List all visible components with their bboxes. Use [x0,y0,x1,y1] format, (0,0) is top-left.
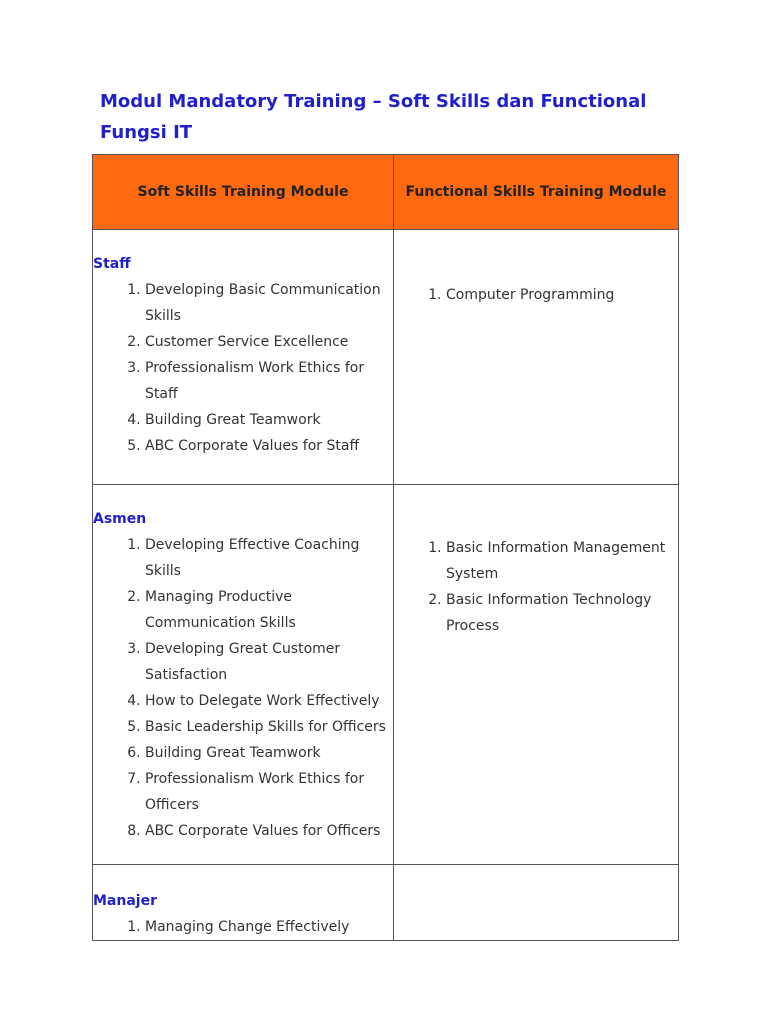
list-item: 2. Managing Productive Communication Skills [145,584,393,636]
staff-soft-skills-cell [93,230,394,485]
table-row [93,230,679,485]
asmen-soft-skills-list [93,532,393,844]
list-item: 1. Developing Effective Coaching Skills [145,532,393,584]
list-item: 2. Customer Service Excellence [145,329,393,355]
staff-functional-skills-cell [394,230,679,485]
manajer-soft-skills-list [93,914,393,940]
list-item: 3. Professionalism Work Ethics for Staff [145,355,393,407]
level-label-asmen: Asmen [93,511,147,527]
list-item: 1. Developing Basic Communication Skills [145,277,393,329]
staff-soft-skills-list [93,277,393,459]
list-item: 1. Managing Change Effectively [145,914,393,940]
list-item: 2. Basic Information Technology Process [446,587,678,639]
list-item: 4. Building Great Teamwork [145,407,393,433]
list-item: 1. Computer Programming [446,282,678,308]
list-item: 3. Developing Great Customer Satisfaction [145,636,393,688]
asmen-soft-skills-cell [93,485,394,865]
level-label-staff: Staff [93,256,131,272]
staff-functional-skills-list [394,282,678,308]
manajer-functional-skills-cell [394,865,679,941]
list-item: 4. How to Delegate Work Effectively [145,688,393,714]
asmen-functional-skills-list [394,535,678,639]
manajer-soft-skills-cell [93,865,394,941]
list-item: 5. ABC Corporate Values for Staff [145,433,393,459]
table-row [93,485,679,865]
list-item: 8. ABC Corporate Values for Officers [145,818,393,844]
training-module-table [92,154,679,941]
asmen-functional-skills-cell [394,485,679,865]
level-label-manajer: Manajer [93,893,157,909]
header-functional-skills: Functional Skills Training Module [394,155,679,230]
list-item: 7. Professionalism Work Ethics for Officers [145,766,393,818]
list-item: 6. Building Great Teamwork [145,740,393,766]
table-header-row [93,155,679,230]
header-soft-skills: Soft Skills Training Module [93,155,394,230]
document-title: Modul Mandatory Training – Soft Skills dan Functional Fungsi IT [100,91,647,143]
table-row [93,865,679,941]
list-item: 5. Basic Leadership Skills for Officers [145,714,393,740]
list-item: 1. Basic Information Management System [446,535,678,587]
